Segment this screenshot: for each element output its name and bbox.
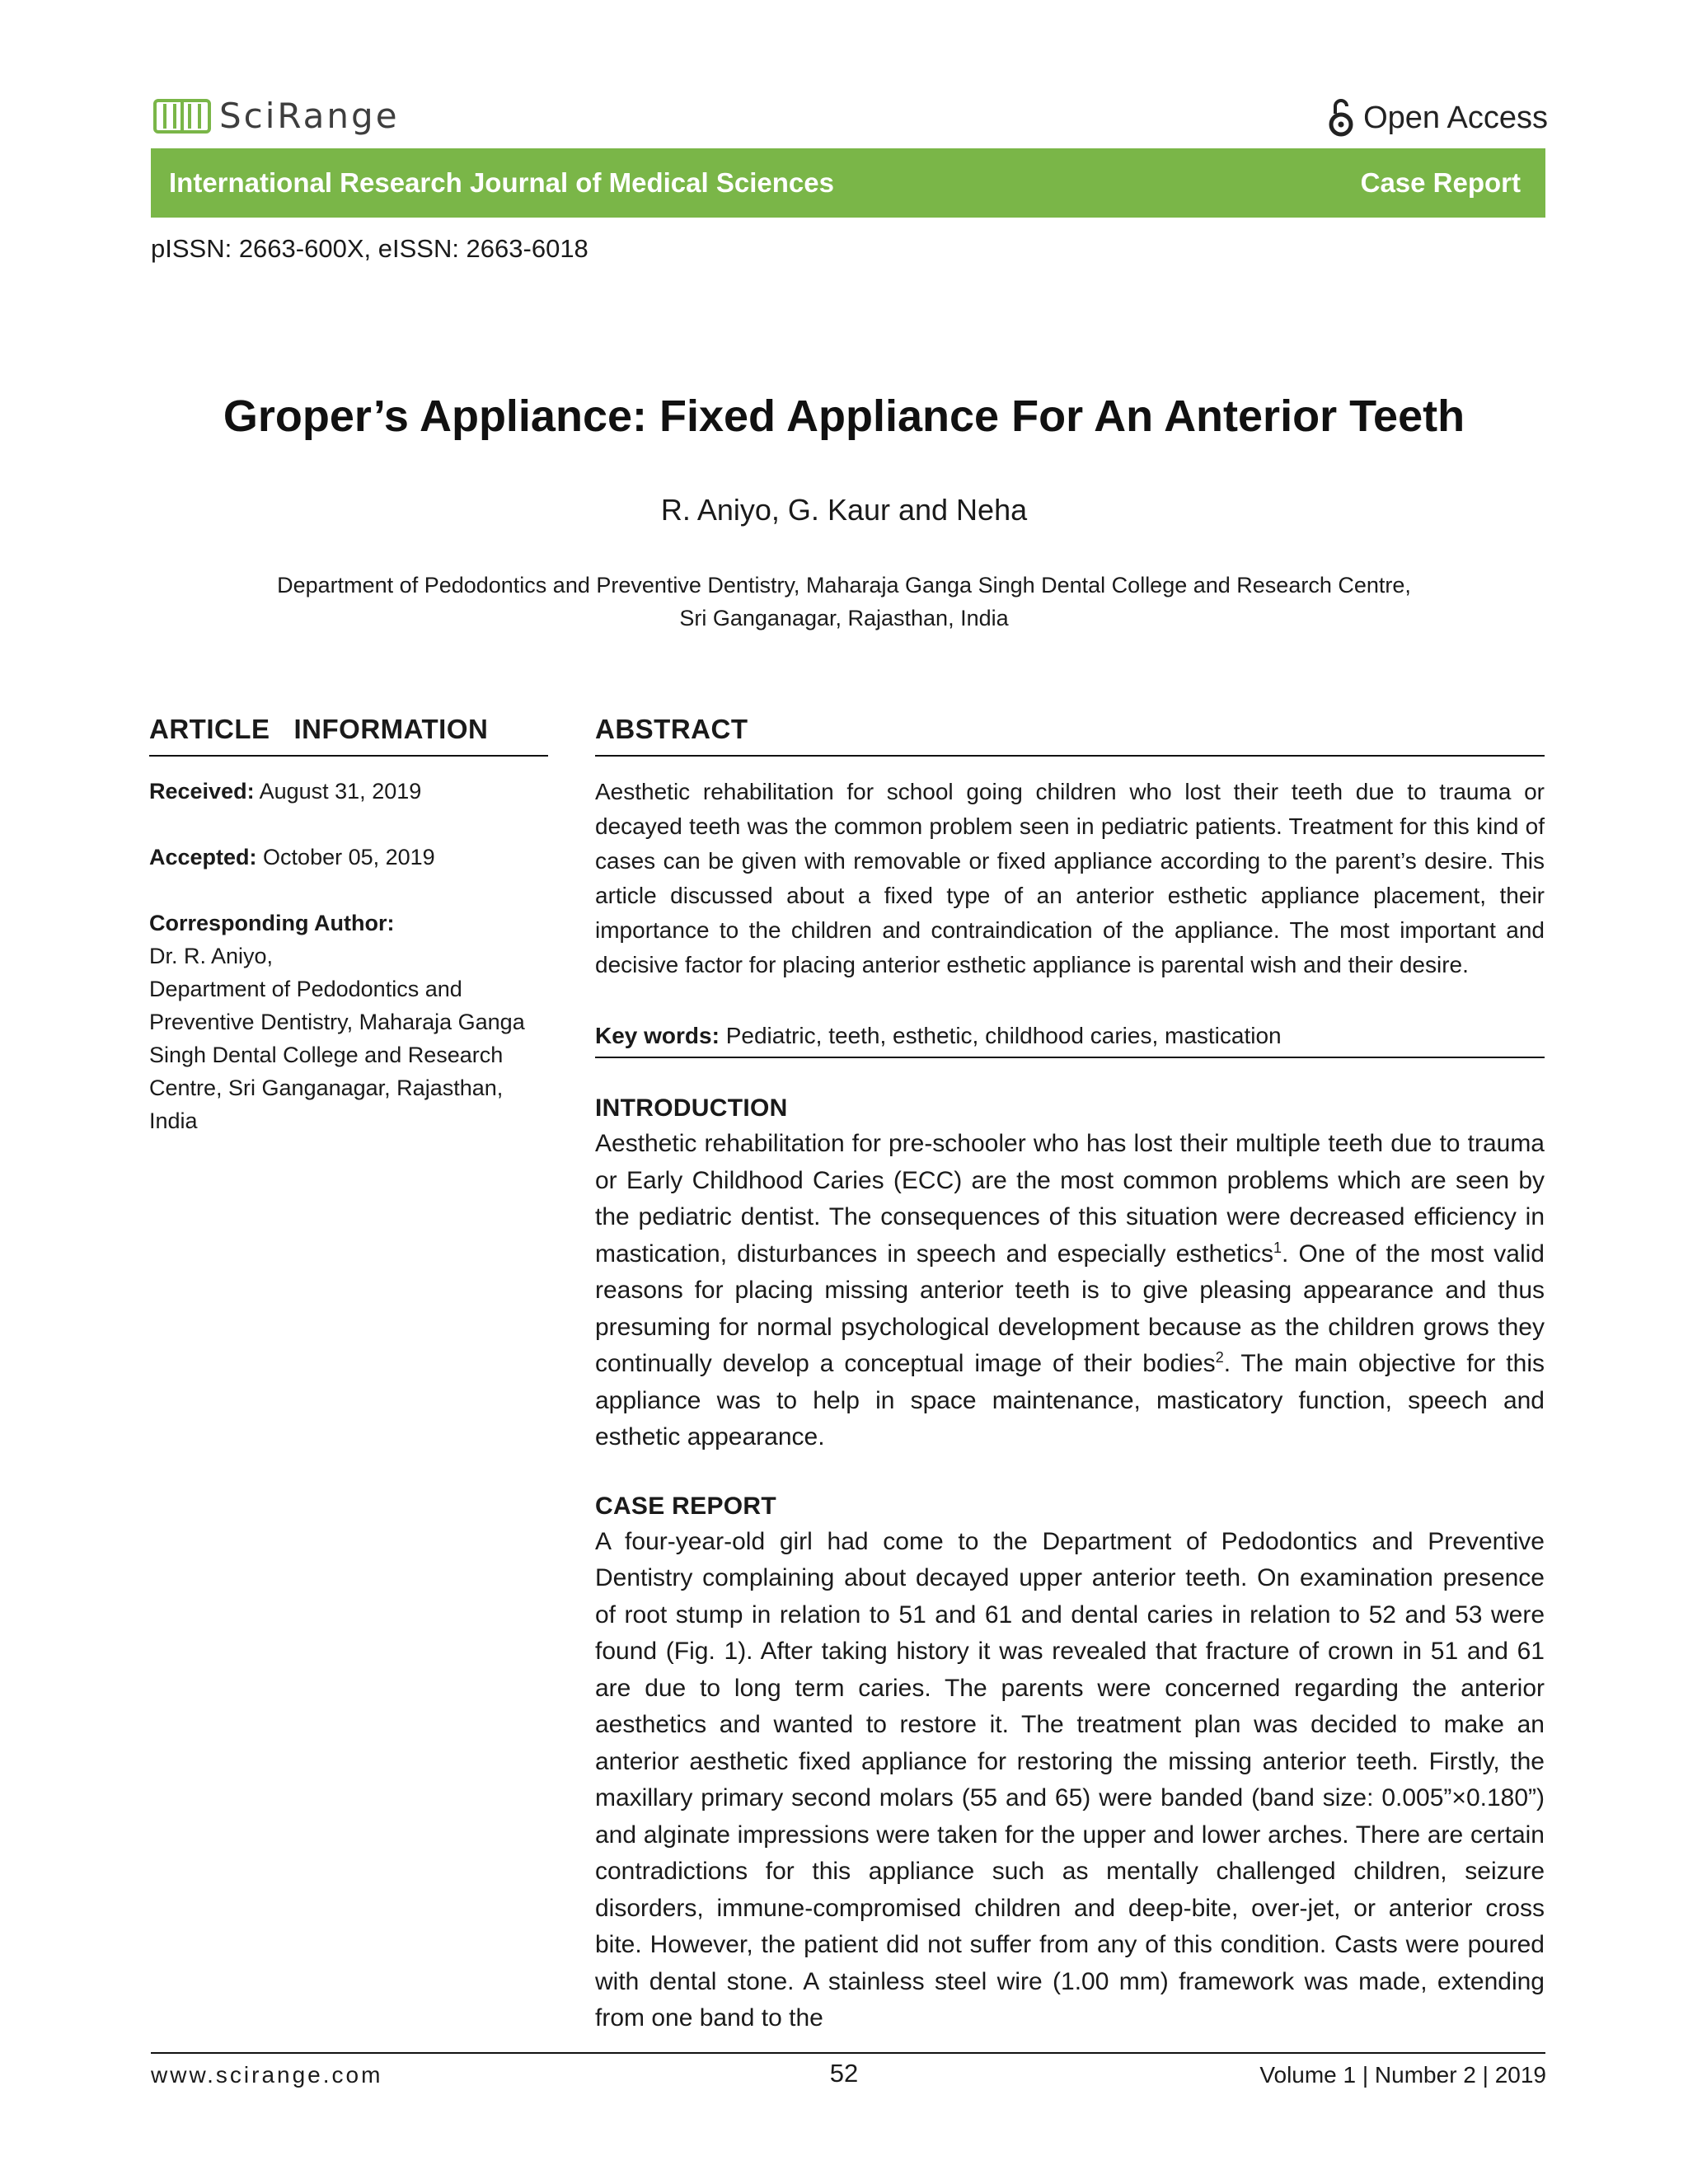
journal-banner	[151, 148, 1545, 218]
affiliation-line: Department of Pedodontics and Preventive Dentistry, Maharaja Ganga Singh Dental College and Research Centre,	[277, 573, 1411, 598]
paper-title: Groper’s Appliance: Fixed Appliance For An Anterior Teeth	[223, 391, 1465, 441]
address-line: Preventive Dentistry, Maharaja Ganga	[149, 1010, 525, 1034]
abstract-heading: ABSTRACT	[595, 714, 1545, 757]
book-logo-icon	[153, 96, 211, 135]
corresponding-author-address	[149, 940, 548, 1137]
received-value: August 31, 2019	[259, 779, 422, 804]
page-number: 52	[829, 2059, 859, 2088]
article-info-heading: ARTICLE INFORMATION	[149, 714, 548, 757]
open-access-label: Open Access	[1363, 100, 1548, 135]
affiliation	[0, 569, 1688, 635]
case-report-heading: CASE REPORT	[595, 1492, 776, 1520]
footer-volume: Volume 1 | Number 2 | 2019	[1259, 2062, 1546, 2088]
article-type: Case Report	[1360, 167, 1521, 198]
address-line: India	[149, 1108, 198, 1133]
main-content	[595, 714, 1545, 2037]
case-report-text: A four-year-old girl had come to the Department of Pedodontics and Preventive Dentistry complaining about decayed upper anterior teeth. On examination presence of root stump in relation to 51 and 61 and dental caries in relation to 52 and 53 were found (Fig. 1). After taking history it was revealed that fracture of crown in 51 and 61 are due to long term caries. The parents were concerned regarding the anterior aesthetics and wanted to restore it. The treatment plan was decided to make an anterior aesthetic fixed appliance for restoring the missing anterior teeth. Firstly, the maxillary primary second molars (55 and 65) were banded (band size: 0.005”×0.180”) and alginate impressions were taken for the upper and lower arches. There are certain contradictions for this appliance such as mentally challenged children, seizure disorders, immune-compromised children and deep-bite, over-jet, or anterior cross bite. However, the patient did not suffer from any of this condition. Casts were poured with dental stone. A stainless steel wire (1.00 mm) framework was made, extending from one band to the	[595, 1527, 1545, 2032]
author-list: R. Aniyo, G. Kaur and Neha	[660, 493, 1028, 527]
address-line: Department of Pedodontics and	[149, 977, 462, 1001]
received-date	[149, 775, 548, 808]
reference-2[interactable]: 2	[1215, 1349, 1224, 1366]
footer-url[interactable]: www.scirange.com	[151, 2062, 383, 2088]
intro-part-3: . The main objective for this appliance was to help in space maintenance, masticatory function, speech and esthetic appearance.	[595, 1350, 1545, 1451]
accepted-date	[149, 841, 548, 874]
received-label: Received:	[149, 779, 255, 804]
issn-line: pISSN: 2663-600X, eISSN: 2663-6018	[151, 234, 588, 263]
address-line: Singh Dental College and Research	[149, 1043, 504, 1067]
corresponding-author-label: Corresponding Author:	[149, 911, 395, 935]
open-access-badge	[1329, 97, 1548, 138]
scirange-logo	[153, 92, 400, 138]
address-line: Dr. R. Aniyo,	[149, 944, 274, 968]
footer-divider	[151, 2052, 1545, 2054]
journal-name: International Research Journal of Medical Sciences	[169, 167, 834, 198]
abstract-text: Aesthetic rehabilitation for school going children who lost their teeth due to trauma or decayed teeth was the common problem seen in pediatric patients. Treatment for this kind of cases can be given with removable or fixed appliance according to the parent’s desire. This article discussed about a fixed type of an anterior esthetic appliance placement, their importance to the children and contraindication of the appliance. The most important and decisive factor for placing anterior esthetic appliance is parental wish and their desire.	[595, 779, 1545, 977]
address-line: Centre, Sri Ganganagar, Rajasthan,	[149, 1076, 504, 1100]
keywords	[595, 1019, 1545, 1058]
intro-part-1: Aesthetic rehabilitation for pre-schooler who has lost their multiple teeth due to trauma or Early Childhood Caries (ECC) are the most common problems which are seen by the pediatric dentist. The consequences of this situation were decreased efficiency in mastication, disturbances in speech and especially esthetics	[595, 1130, 1545, 1268]
open-lock-icon	[1329, 97, 1353, 138]
affiliation-line: Sri Ganganagar, Rajasthan, India	[679, 606, 1009, 630]
intro-part-2: . One of the most valid reasons for placing missing anterior teeth is to give pleasing appearance and thus presuming for normal psychological development because as the children grows they continually develop a conceptual image of their bodies	[595, 1240, 1545, 1377]
accepted-value: October 05, 2019	[263, 845, 435, 869]
accepted-label: Accepted:	[149, 845, 257, 869]
article-information	[149, 714, 548, 1137]
keywords-label: Key words:	[595, 1023, 720, 1048]
introduction-text	[595, 1126, 1545, 1456]
brand-name: SciRange	[219, 95, 400, 136]
introduction-heading: INTRODUCTION	[595, 1094, 788, 1122]
reference-1[interactable]: 1	[1273, 1239, 1282, 1256]
keywords-value: Pediatric, teeth, esthetic, childhood caries, mastication	[725, 1023, 1282, 1048]
